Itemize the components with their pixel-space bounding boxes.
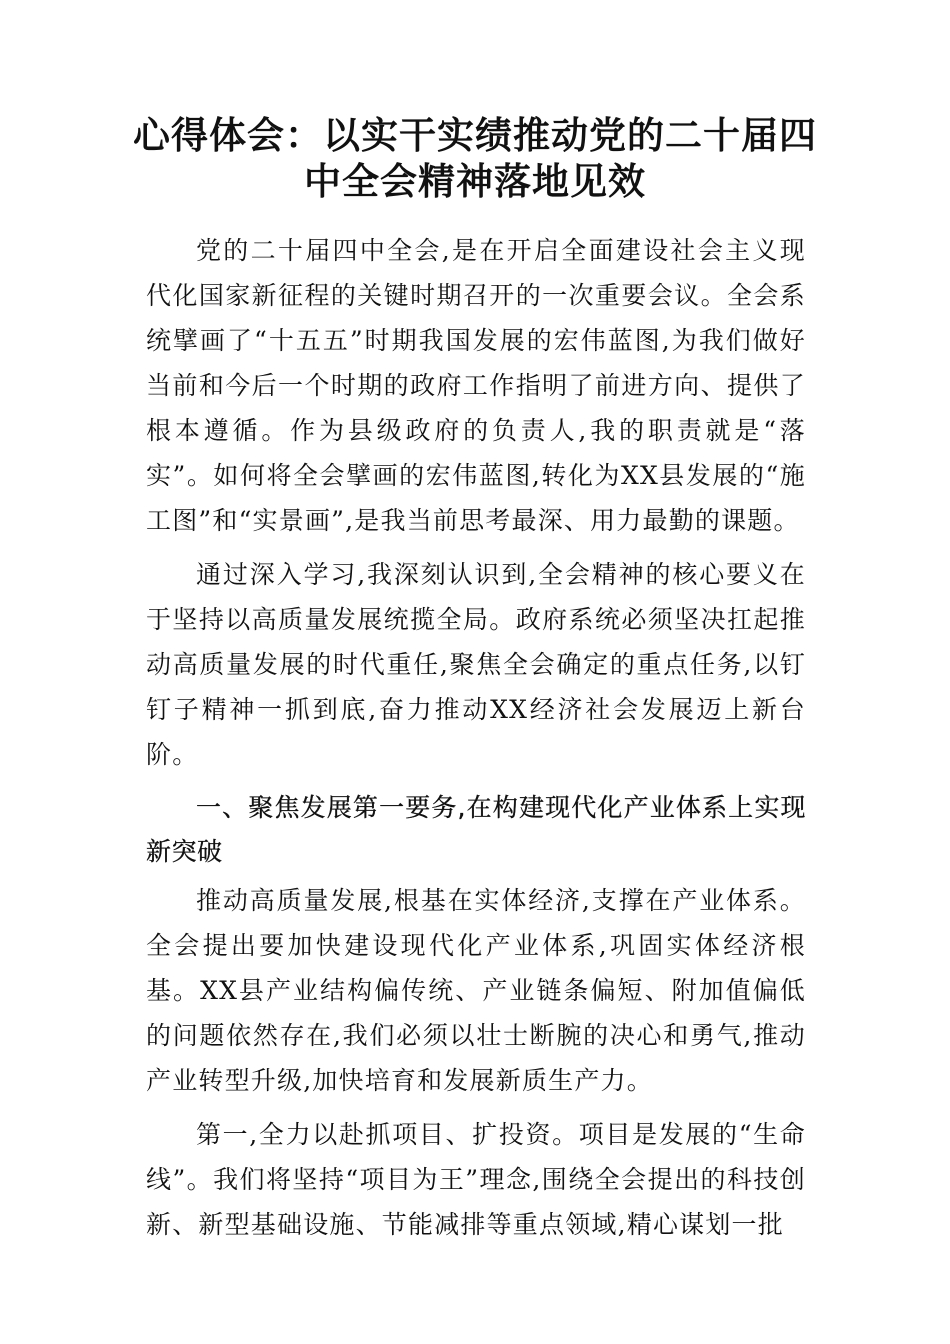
title-line-1: 心得体会：以实干实绩推动党的二十届四	[133, 113, 817, 157]
paragraph-intro: 党的二十届四中全会,是在开启全面建设社会主义现代化国家新征程的关键时期召开的一次重要会议。全会系统擘画了“十五五”时期我国发展的宏伟蓝图,为我们做好当前和今后一个时期的政府工作指明了前进方向、提供了根本遵循。作为县级政府的负责人,我的职责就是“落实”。如何将全会擘画的宏伟蓝图,转化为XX县发展的“施工图”和“实景画”,是我当前思考最深、用力最勤的课题。	[146, 236, 806, 535]
section-heading-1: 一、聚焦发展第一要务,在构建现代化产业体系上实现新突破	[146, 793, 806, 866]
document-title	[120, 112, 830, 204]
title-line-2: 中全会精神落地见效	[304, 159, 646, 203]
document-body	[146, 228, 806, 1247]
paragraph-industry: 推动高质量发展,根基在实体经济,支撑在产业体系。全会提出要加快建设现代化产业体系,巩固实体经济根基。XX县产业结构偏传统、产业链条偏短、附加值偏低的问题依然存在,我们必须以壮士断腕的决心和勇气,推动产业转型升级,加快培育和发展新质生产力。	[146, 886, 806, 1095]
paragraph-understanding: 通过深入学习,我深刻认识到,全会精神的核心要义在于坚持以高质量发展统揽全局。政府系统必须坚决扛起推动高质量发展的时代重任,聚焦全会确定的重点任务,以钉钉子精神一抓到底,奋力推动XX经济社会发展迈上新台阶。	[146, 560, 806, 769]
paragraph-first-point: 第一,全力以赴抓项目、扩投资。项目是发展的“生命线”。我们将坚持“项目为王”理念,围绕全会提出的科技创新、新型基础设施、节能减排等重点领域,精心谋划一批	[146, 1120, 806, 1239]
